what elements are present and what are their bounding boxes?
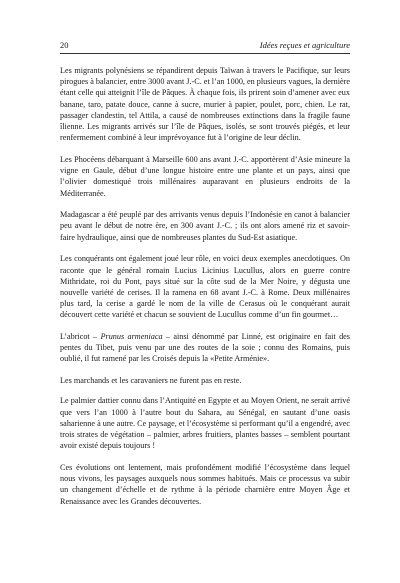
paragraph-evolutions: Ces évolutions ont lentement, mais profondément modifié l’écosystème dans lequel nous vivons, les paysages auxquels nous sommes habitués. Mais ce processus va subir un changement d’échelle et de rythme à la période charnière entre Moyen Âge et Renaissance avec les Grandes découvertes. [60,462,350,506]
page-number: 20 [60,40,69,50]
paragraph-conquerors: Les conquérants ont également joué leur rôle, en voici deux exemples anecdotiques. On raconte que le général romain Lucius Licinius Lucullus, alors en guerre contre Mithridate, roi du Pont, pays situé sur la côte sud de la Mer Noire, y dégusta une nouvelle variété de cerises. Il la ramena en 68 avant J.-C. à Rome. Deux millénaires plus tard, la cerise a gardé le nom de la ville de Cerasus où le conquérant aurait découvert cette variété et chacun se souvient de Lucullus comme d’un fin gourmet… [60,254,350,320]
running-title: Idées reçues et agriculture [259,40,350,50]
apricot-species-name: Prunus armeniaca [100,332,163,342]
paragraph-merchants: Les marchands et les caravaniers ne furent pas en reste. [60,376,242,386]
body-text [60,65,350,517]
page-header [60,40,350,54]
paragraph-phoceans: Les Phocéens débarquant à Marseille 600 ans avant J.-C. apportèrent d’Asie mineure la vigne en Gaule, début d’une longue histoire entre une plante et un pays, ainsi que l’olivier domestiqué trois millénaires auparavant en plusieurs endroits de la Méditerranée. [60,154,350,198]
paragraph-madagascar: Madagascar a été peuplé par des arrivants venus depuis l’Indonésie en canot à balancier peu avant le début de notre ère, en 300 avant J.-C. ; ils ont alors amené riz et savoir-faire hydraulique, ainsi que de nombreuses plantes du Sud-Est asiatique. [60,210,350,242]
paragraph-apricot [60,331,350,365]
paragraph-date-palm: Le palmier dattier connu dans l’Antiquité en Egypte et au Moyen Orient, ne serait arrivé que vers l’an 1000 à l’autre bout du Sahara, au Sénégal, en sautant d’une oasis saharienne à une autre. Ce paysage, et l’écosystème si performant qu’il a engendré, avec trois strates de végétation – palmier, arbres fruitiers, plantes basses – semblent pourtant avoir existé depuis toujours ! [60,396,350,451]
paragraph-polynesian-migrants: Les migrants polynésiens se répandirent depuis Taïwan à travers le Pacifique, sur leurs pirogues à balancier, entre 3000 avant J.-C. et l’an 1000, en plusieurs vagues, la dernière étant celle qui atteignit l’île de Pâques. À chaque fois, ils prirent soin d’amener avec eux banane, taro, patate douce, canne à sucre, murier à papier, poulet, porc, chien. Le rat, passager clandestin, tel Attila, a causé de nombreuses extinctions dans la fragile faune îlienne. Les migrants arrivés sur l’île de Pâques, isolés, se sont trouvés piégés, et leur renfermement combiné à leur imprévoyance fut à l’origine de leur déclin. [60,66,351,143]
header-divider [60,53,350,54]
apricot-text-end: – ainsi dénommé par Linné, est originaire en fait des pentes du Tibet, puis venu par une des routes de la soie ; connu des Romains, puis oublié, il fut ramené par les Croisés depuis la «Petite Arménie». [60,332,350,364]
apricot-text-start: L’abricot – [60,332,101,342]
